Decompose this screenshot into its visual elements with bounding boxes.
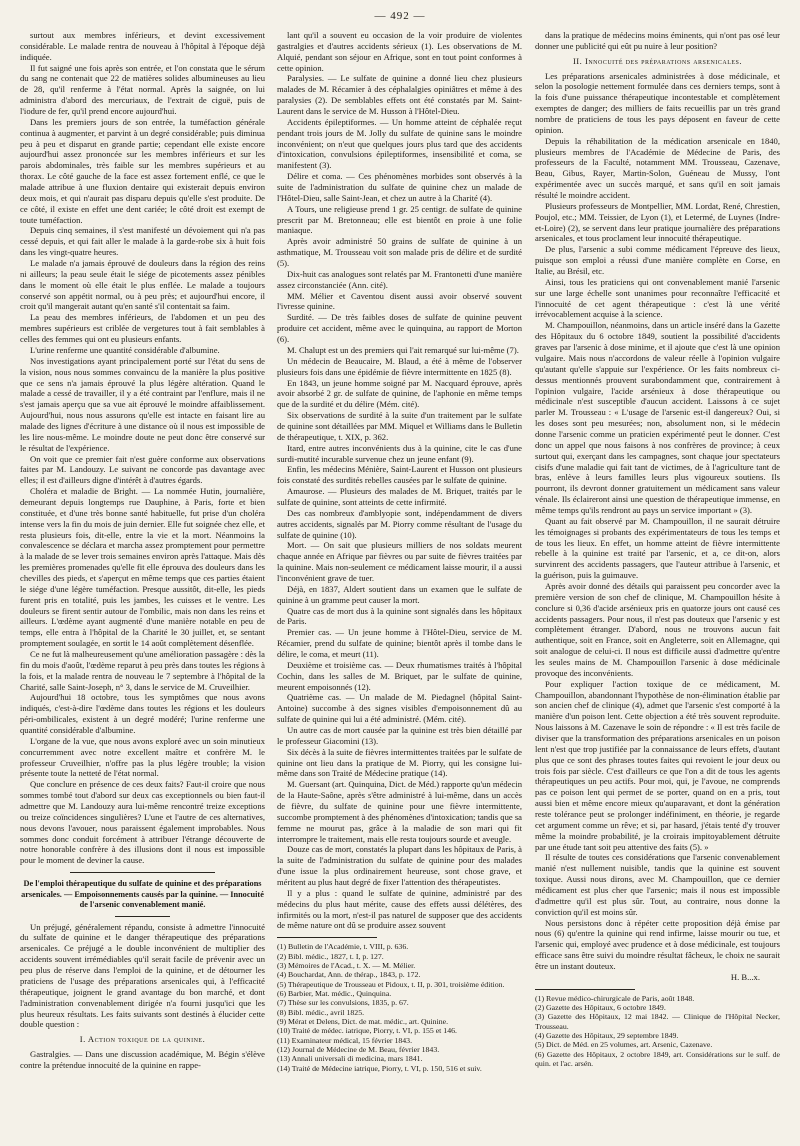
- paragraph: Accidents épileptiformes. — Un homme atteint de céphalée reçut pendant trois jours de M. Jolly du sulfate de quinine sans le moindre inconvénient; on n'eut que quelques jours plus tard que des accidents d'intoxication, convulsions épileptiformes, insensibilité et coma, se manifestent (3).: [277, 116, 522, 171]
- footnote: (5) Thérapeutique de Trousseau et Pidoux, t. II, p. 301, troisième édition.: [277, 979, 505, 989]
- paragraph: La peau des membres inférieurs, de l'abdomen et un peu des membres supérieurs est criblée de vergetures tout à fait semblables à celles des femmes qui ont eu plusieurs enfants.: [20, 312, 265, 345]
- footnote: (4) Bouchardat, Ann. de thérap., 1843, p. 172.: [277, 970, 421, 980]
- paragraph: Le malade n'a jamais éprouvé de douleurs dans la région des reins ni ailleurs; la peau seule était le siége de picotements assez pénibles dans le moment où elle était le plus enflée. Le malade a toujours conservé son appétit normal, ou à peu près; et aujourd'hui encore, il croit qu'il mangerait autant qu'en santé s'il contentait sa faim.: [20, 258, 265, 312]
- footnote: (7) Thèse sur les convulsions, 1835, p. 67.: [277, 998, 409, 1008]
- paragraph: Douze cas de mort, constatés la plupart dans les hôpitaux de Paris, à la suite de l'administration du sulfate de quinine pour des malades d'une issue la plus ordinairement heureuse, sont chose grave, et méritent au plus haut degré de fixer l'attention des thérapeutistes.: [277, 844, 522, 888]
- footnote: (2) Gazette des Hôpitaux, 6 octobre 1849.: [535, 1003, 666, 1013]
- paragraph: Quatre cas de mort dus à la quinine sont signalés dans les hôpitaux de Paris.: [277, 605, 522, 627]
- footnote: (11) Examinateur médical, 15 février 1843.: [277, 1035, 413, 1045]
- footnote: (6) Barbier, Mat. médic., Quinquina.: [277, 989, 392, 999]
- footnote: (3) Mémoires de l'Acad., t. X. — M. Mélier.: [277, 961, 416, 971]
- paragraph: Six observations de surdité à la suite d'un traitement par le sulfate de quinine sont détaillées par MM. Miquel et Williams dans le Bulletin de thérapeutique, t. XIX, p. 362.: [277, 410, 522, 442]
- column-1-paragraphs: [20, 30, 265, 866]
- paragraph: A Tours, une religieuse prend 1 gr. 25 centigr. de sulfate de quinine prescrit par M. Bretonneau; elle est bientôt en proie à une folie maniaque.: [277, 203, 522, 236]
- paragraph: surtout aux membres inférieurs, et devint excessivement considérable. Le malade rentra de nouveau à l'hôpital à l'époque déjà indiquée.: [20, 30, 265, 62]
- paragraph: Nous persistons donc à répéter cette proposition déjà émise par nous (6) qu'entre la quinine qui rend infirme, laisse mourir ou tue, et l'arsenic qui, employé avec prudence et à dose médicinale, est toujours efficace sans être suivi du moindre résultat fâcheux, le choix ne saurait être un instant douteux.: [535, 917, 780, 972]
- paragraph: Un préjugé, généralement répandu, consiste à admettre l'innocuité du sulfate de quinine et le danger thérapeutique des préparations arsenicales. Ce préjugé a le double inconvénient de multiplier des accidents souvent irrémédiables qu'il serait facile de prévenir avec un peu plus de réserve dans l'emploi de la quinine, et de détourner les praticiens de l'usage des préparations arsenicales qui, à l'efficacité thérapeutique, joignent le grand avantage du bon marché, et dont l'administration convenablement dirigée n'a fourni jusqu'ici que les plus heureux résultats. Les faits suivants sont destinés à élucider cette double question :: [20, 921, 265, 1030]
- paragraph: Un autre cas de mort causée par la quinine est très bien détaillé par le professeur Giacomini (13).: [277, 725, 522, 746]
- paragraph: Mort. — On sait que plusieurs milliers de nos soldats meurent chaque année en Afrique par fièvres ou par suite de fièvres traitées par la quinine. Mais non-seulement ce médicament laisse mourir, il a aussi l'inconvénient grave de tuer.: [277, 540, 522, 583]
- paragraph: M. Guersant (art. Quinquina, Dict. de Méd.) rapporte qu'un médecin de la Haute-Saône, après s'être administré à lui-même, dans un accès de fièvre, du sulfate de quinine pour une fièvre intermittente, succombe promptement à des phénomènes d'intoxication; tandis que sa femme ne mourut pas, grâce à la maladie de son mari qui fit interrompre le traitement, mais elle resta toujours sourde et aveugle.: [277, 779, 522, 844]
- paragraph: Itard, entre autres inconvénients dus à la quinine, cite le cas d'une surdi-mutité incurable survenue chez un jeune enfant (9).: [277, 442, 522, 464]
- column-1-section-paragraphs: [20, 1049, 265, 1071]
- column-3: [535, 30, 780, 1138]
- footnote: (5) Dict. de Méd. en 25 volumes, art. Arsenic, Cazenave.: [535, 1040, 713, 1050]
- footnote: (12) Journal de Médecine de M. Beau, février 1843.: [277, 1045, 440, 1055]
- footnote: (4) Gazette des Hôpitaux, 29 septembre 1849.: [535, 1031, 679, 1041]
- footnote: (2) Bibl. médic., 1827, t. I, p. 127.: [277, 951, 384, 961]
- footnote: (10) Traité de médec. iatrique, Piorry, t. VI, p. 155 et 146.: [277, 1026, 457, 1036]
- section-divider: [70, 872, 215, 873]
- paragraph: Quant au fait observé par M. Champouillon, il ne saurait détruire les témoignages si probants des expérimentateurs de tous les temps et de tous les lieux. En effet, un homme atteint de fièvre intermittente rebelle à la quinine est traité par l'arsenic, et a, ce dit-on, alors survinrent des accidents passagers, que l'auteur attribue à l'arsenic, et la guérison, puis la guimauve.: [535, 515, 780, 581]
- paragraph: De plus, l'arsenic a subi comme médicament l'épreuve des lieux, puisque son emploi a réussi d'une manière complète en Corse, en Italie, au Brésil, etc.: [535, 244, 780, 277]
- heading-divider: [115, 916, 170, 917]
- paragraph: Déjà, en 1837, Aldert soutient dans un examen que le sulfate de quinine à un gramme peut causer la mort.: [277, 583, 522, 605]
- section-subhead-quinine: I. Action toxique de la quinine.: [79, 1034, 206, 1045]
- paragraph: Depuis la réhabilitation de la médication arsenicale en 1840, plusieurs membres de l'Académie de Médecine de Paris, des professeurs de la Faculté, notamment MM. Trousseau, Cazenave, Beau, Gibus, Rayer, Martin-Solon, Guéneau de Mussy, l'ont expérimentée avec un succès marqué, et sans qu'il en soit jamais résulté le moindre accident.: [535, 135, 780, 201]
- paragraph: Depuis cinq semaines, il s'est manifesté un dévoiement qui n'a pas cessé depuis, et qui fait aller le malade à la garde-robe six à huit fois dans les vingt-quatre heures.: [20, 225, 265, 258]
- paragraph: Il fut saigné une fois après son entrée, et l'on constata que le sérum du sang ne contenait que 22 de matières solides albumineuses au lieu de 28, qu'il renferme à l'état normal. Après la saignée, on lui administra d'abord des mercuriaux, de l'extrait de ciguë, puis de l'iodure de fer, qu'il prend encore aujourd'hui.: [20, 62, 265, 117]
- column-2-footnotes: [277, 942, 522, 1073]
- footnote-divider: [277, 937, 377, 938]
- column-2-paragraphs: [277, 30, 522, 931]
- column-3-section-paragraphs: [535, 71, 780, 972]
- column-1-intro-paragraphs: [20, 922, 265, 1031]
- paragraph: Six décès à la suite de fièvres intermittentes traitées par le sulfate de quinine ont lieu dans la pratique de M. Piorry, qui les consigne lui-même dans son Traité de Médecine pratique (14).: [277, 746, 522, 779]
- paragraph: Plusieurs professeurs de Montpellier, MM. Lordat, René, Chrestien, Poujol, etc.; MM. Teissier, de Lyon (1), et Letermé, de Luynes (Indre-et-Loire) (2), se servent dans leur pratique journalière des préparations arsenicales, et tous proclament leur innocuité thérapeutique.: [535, 200, 780, 244]
- paragraph: Dix-huit cas analogues sont relatés par M. Frantonetti d'une manière assez circonstanciée (Ann. cité).: [277, 268, 522, 290]
- paragraph: Enfin, les médecins Ménière, Saint-Laurent et Husson ont plusieurs fois constaté des surdités rebelles causées par le sulfate de quinine.: [277, 464, 522, 486]
- paragraph: M. Chalupt est un des premiers qui l'ait remarqué sur lui-même (7).: [287, 344, 519, 355]
- author-signature: H. B...x.: [730, 971, 760, 982]
- column-3-footnotes: [535, 994, 780, 1069]
- paragraph: Choléra et maladie de Bright. — La nommée Hutin, journalière, demeurant depuis longtemps rue Dauphine, à Paris, forte et bien constituée, et d'une très bonne santé habituelle, fut prise d'un choléra intense vers la fin du mois de juin dernier. Elle fut soignée chez elle, et resta plusieurs fois, dit-elle, entre la vie et la mort. Néanmoins la convalescence se déclara et marcha assez promptement pour permettre à la malade de se lever trois semaines environ après l'attaque. Mais dès les premières promenades qu'elle fit elle éprouva des douleurs dans les chevilles des pieds, et s'aperçut en même temps que ces parties étaient le siége d'une légère tuméfaction. Presque aussitôt, dit-elle, les pieds furent pris en totalité, puis les jambes, les cuisses et le ventre. Les douleurs se firent sentir autour de l'ombilic, mais non dans les reins et ailleurs. L'œdème ayant augmenté d'une manière notable en peu de temps, elle entra à l'hôpital de la Charité le 30 juillet, et, se sentant promptement soulagée, en sortit le 14 août complètement désenflée.: [20, 486, 265, 649]
- paragraph: Après avoir administré 50 grains de sulfate de quinine à un asthmatique, M. Trousseau voit son malade pris de délire et de surdité (5).: [277, 236, 522, 269]
- footnote: (13) Annali universali di medicina, mars 1841.: [277, 1054, 423, 1064]
- paragraph: Délire et coma. — Ces phénomènes morbides sont observés à la suite de l'administration du sulfate de quinine chez un malade de l'Hôtel-Dieu, salle Saint-Jean, et chez un autre à la Charité (4).: [277, 171, 522, 203]
- footnote: (3) Gazette des Hôpitaux, 12 mai 1842. — Clinique de l'Hôpital Necker, Trousseau.: [535, 1012, 780, 1031]
- footnote-divider: [535, 989, 635, 990]
- paragraph: L'urine renferme une quantité considérable d'albumine.: [30, 344, 220, 355]
- footnote: (1) Revue médico-chirurgicale de Paris, août 1848.: [535, 993, 695, 1003]
- footnote: (9) Mérat et Delens, Dict. de mat. médic., art. Quinine.: [277, 1017, 449, 1027]
- footnote: (8) Bibl. médic., avril 1825.: [277, 1007, 365, 1017]
- paragraph: L'organe de la vue, que nous avons exploré avec un soin minutieux concurremment avec notre excellent maître et confrère M. le professeur Cruveilhier, n'offre pas la plus légère trouble; la vision présente toute la netteté de l'état normal.: [20, 735, 265, 779]
- column-3-paragraphs: [535, 30, 780, 52]
- paragraph: Nos investigations ayant principalement porté sur l'état du sens de la vision, nous nous sommes convaincu de la manière la plus positive que ce sens n'a jamais éprouvé la plus légère altération. Quand le malade a cessé de travailler, il y a été contraint par l'enflure, mais il ne s'est jamais aperçu que sa vue ait éprouvé le moindre affaiblissement. Aujourd'hui, nous nous assurons qu'elle est intacte en faisant lire au malade des lignes d'écriture à une distance où il nous est impossible de les lire nous-même. Le moindre doute ne peut donc être conservé sur le résultat de l'expérience.: [20, 355, 265, 453]
- paragraph: Il y a plus : quand le sulfate de quinine, administré par des médecins du plus haut mérite, cause des effets aussi délétères, des infirmités ou la mort, n'est-il pas naturel de supposer que des accidents de même nature ont dû se produire assez souvent: [277, 887, 522, 931]
- paragraph: Des cas nombreux d'amblyopie sont, indépendamment de divers autres accidents, signalés par M. Piorry comme résultant de l'usage du sulfate de quinine (10).: [277, 507, 522, 540]
- paragraph: Amaurose. — Plusieurs des malades de M. Briquet, traités par le sulfate de quinine, sont atteints de cette infirmité.: [277, 486, 522, 507]
- paragraph: Pour expliquer l'action toxique de ce médicament, M. Champouillon, abandonnant l'hypothèse de non-élimination établie par son ancien chef de clinique (4), admet que l'arsenic s'est comporté à la manière d'un poison lent. Cette objection a été très souvent reproduite. Nous laissons à M. Cazenave le soin de répondre : « Il est très facile de diviser que la transformation des préparations arsenicales en un poison lent n'est que trop justifiée par la connaissance de leurs effets, d'autant plus que ce sont des phrases toutes faites qui revoient le jour deux ou trois fois par siècle. C'est d'ailleurs ce que l'on a dit de tous les agents thérapeutiques un peu actifs. Pour moi, qui, je l'avoue, ne comprends pas ce poison lent qui permet de se porter, quand on en a pris, tout aussi bien et même encore mieux qu'auparavant, et dont la génération reste tolérance peut se prolonger indéfiniment, en théorie, je regarde cet argument comme un rêve; et si, par hasard, j'étais tenté d'y trouver même la moindre probabilité, je la croirais impitoyablement détruite par une étude tant soit peu attentive des faits (5). »: [535, 678, 780, 852]
- paragraph: Que conclure en présence de ces deux faits? Faut-il croire que nous sommes tombé tout d'abord sur deux cas exceptionnels ou bien faut-il admettre que M. Landouzy aura lui-même rencontré treize exceptions ou treize coïncidences singulières? L'une et l'autre de ces alternatives, nous devons l'avouer, nous paraissent également improbables. Nous sommes donc conduit forcément à attribuer l'étrange découverte de notre honorable confrère à des illusions dont il nous est impossible pour le moment de deviner la cause.: [20, 779, 265, 866]
- paragraph: Après avoir donné des détails qui paraissent peu concorder avec la première version de son chef de clinique, M. Champouillon hésite à conclure si 0,36 d'acide arsénieux pris en quatorze jours ont causé ces accidents passagers. Pour nous, il n'est pas douteux que l'arsenic y est complètement étranger. D'abord, nous ne trouvons aucun fait authentique, soit en France, soit en Angleterre, soit en Allemagne, qui soit analogue de celui-ci. Il nous est difficile aussi d'admettre qu'entre les seules mains de M. Champouillon l'arsenic à dose médicinale provoque des inconvénients.: [535, 580, 780, 678]
- article-heading: De l'emploi thérapeutique du sulfate de quinine et des préparations arsenicales. — Empoisonnements causés par la quinine. — Innocuité de l'arsenic convenablement manié.: [21, 879, 264, 910]
- paragraph: Paralysies. — Le sulfate de quinine a donné lieu chez plusieurs malades de M. Récamier à des céphalalgies opiniâtres et même à des paralysies (2). De semblables effets ont été constatés par M. Saint-Laurent dans le service de M. Husson à l'Hôtel-Dieu.: [277, 73, 522, 117]
- paragraph: Aujourd'hui 18 octobre, tous les symptômes que nous avons indiqués, c'est-à-dire l'œdème dans toutes les régions et les douleurs péri-ombilicales, existent à un degré modéré; l'urine renferme une quantité considérable d'albumine.: [20, 692, 265, 735]
- paragraph: Surdité. — De très faibles doses de sulfate de quinine peuvent produire cet accident, même avec le quinquina, au rapport de Morton (6).: [277, 312, 522, 345]
- paragraph: dans la pratique de médecins moins éminents, qui n'ont pas osé leur donner une publicité qui eût pu nuire à leur position?: [535, 30, 780, 51]
- paragraph: Les préparations arsenicales administrées à dose médicinale, et selon la posologie nettement formulée dans ces derniers temps, sont à la fois d'une puissance thérapeutique incontestable et complètement exemptes de danger; des milliers de faits recueillis par un très grand nombre de praticiens de tous les pays déposent en faveur de cette opinion.: [535, 70, 780, 135]
- column-2: [277, 30, 522, 1138]
- footnote: (14) Traité de Médecine iatrique, Piorry, t. VI, p. 150, 516 et suiv.: [277, 1063, 482, 1073]
- section-subhead-arsenic: II. Innocuité des préparations arsenicales.: [572, 55, 743, 66]
- paragraph: Un médecin de Beaucaire, M. Blaud, a été à même de l'observer plusieurs fois dans une épidémie de fièvre intermittente en 1825 (8).: [277, 355, 522, 377]
- paragraph: Ce ne fut là malheureusement qu'une amélioration passagère : dès la fin du mois d'août, l'œdème reparut à peu près dans toutes les régions à la fois, et la malade rentra de nouveau le 7 septembre à l'hôpital de la Charité, salle Saint-Joseph, n° 3, dans le service de M. Cruveilhier.: [20, 648, 265, 692]
- paragraph: Quatrième cas. — Un malade de M. Piedagnel (hôpital Saint-Antoine) succombe à des signes visibles d'empoisonnement dû au sulfate de quinine qui lui a été administré. (Mém. cité).: [277, 692, 522, 725]
- paragraph: On voit que ce premier fait n'est guère conforme aux observations faites par M. Landouzy. Le suivant ne concorde pas davantage avec elles; il est d'ailleurs digne d'intérêt à d'autres égards.: [20, 453, 265, 486]
- paragraph: Premier cas. — Un jeune homme à l'Hôtel-Dieu, service de M. Récamier, prend du sulfate de quinine; bientôt après il tombe dans le délire, le coma, et meurt (11).: [277, 627, 522, 659]
- paragraph: Deuxième et troisième cas. — Deux rhumatismes traités à l'hôpital Cochin, dans les salles de M. Briquet, par le sulfate de quinine, meurent empoisonnés (12).: [277, 659, 522, 692]
- footnote: (1) Bulletin de l'Académie, t. VIII, p. 636.: [277, 942, 409, 952]
- paragraph: En 1843, un jeune homme soigné par M. Nacquard éprouve, après avoir absorbé 2 gr. de sulfate de quinine, de l'aphonie en même temps que de la surdité et du délire (Mém. cité).: [277, 377, 522, 410]
- paragraph: Ainsi, tous les praticiens qui ont convenablement manié l'arsenic sur une large échelle sont unanimes pour reconnaître l'efficacité et l'innocuité de cet agent thérapeutique : c'est là une vérité irrévocablement acquise à la science.: [535, 276, 780, 320]
- paragraph: MM. Mélier et Caventou disent aussi avoir observé souvent l'ivresse quinine.: [277, 290, 522, 312]
- page-number: — 492 —: [374, 10, 426, 22]
- paragraph: Gastralgies. — Dans une discussion académique, M. Bégin s'élève contre la prétendue innocuité de la quinine en rappe-: [20, 1049, 265, 1070]
- paragraph: lant qu'il a souvent eu occasion de la voir produire de violentes gastralgies et d'autres accidents sérieux (1). Les observations de M. Alquié, pendant son séjour en Afrique, sont en tout point conformes à cette opinion.: [277, 30, 522, 73]
- paragraph: Dans les premiers jours de son entrée, la tuméfaction générale continua à augmenter, et parvint à un degré considérable; puis diminua peu à peu et disparut en grande partie; cependant elle existe encore aujourd'hui assez prononcée sur les membres inférieurs et sur les parois abdominales, très faible sur les membres supérieurs et au thorax. Le côté gauche de la face est assez fortement enflé, ce que le malade attribue à une fluxion dentaire qui existerait depuis environ deux mois, et qui n'aurait pas disparu depuis qu'elle s'est produite. De ce côté, il existe en effet une dent cariée; le côté droit est exempt de toute tuméfaction.: [20, 116, 265, 225]
- paragraph: Il résulte de toutes ces considérations que l'arsenic convenablement manié n'est nullement nuisible, tandis que la quinine est souvent toxique. Aussi nous dirons, avec M. Champouillon, que ce dernier médicament est plus cher que l'arsenic; mais il nous est impossible d'admettre qu'il est plus sûr. Tout, au contraire, nous donne la conviction qu'il est moins sûr.: [535, 852, 780, 917]
- column-1: [20, 30, 265, 1138]
- paragraph: M. Champouillon, néanmoins, dans un article inséré dans la Gazette des Hôpitaux du 6 octobre 1849, soutient la possibilité d'accidents graves par l'arsenic à dose minime, et il ajoute que c'est là une opinion vulgaire. Mais nous n'accordons de valeur réelle à l'opinion vulgaire qu'autant qu'elle s'appuie sur l'expérience. Or les faits nombreux ci-dessus mentionnés prouvent surabondamment que, contrairement à l'opinion vulgaire, l'acide arsénieux à dose thérapeutique ou médicinale n'est susceptible d'aucun accident. Laissons à ce sujet parler M. Trousseau : « L'usage de l'arsenic est-il dangereux? Oui, si les doses sont peu mesurées; non, absolument non, si le médecin donne l'arsenic comme un praticien expérimenté peut le donner. C'est donc un appel que nous faisons à nos confrères de province; à ceux surtout qui, exerçant dans les campagnes, sont chaque jour spectateurs cisifs d'une maladie qui fait tant de victimes, de à l'agriculture tant de bras, enlève à leurs familles leurs plus vigoureux soutiens. Ils pourront, ils devront donner gratuitement un médicament sans valeur vénale. Ils éclaireront ainsi une question de thérapeutique immense, en même temps qu'ils rendront au pays un service important » (3).: [535, 320, 780, 515]
- footnote: (6) Gazette des Hôpitaux, 2 octobre 1849, art. Considérations sur le sulf. de quin. et l'ac. arsén.: [535, 1049, 780, 1069]
